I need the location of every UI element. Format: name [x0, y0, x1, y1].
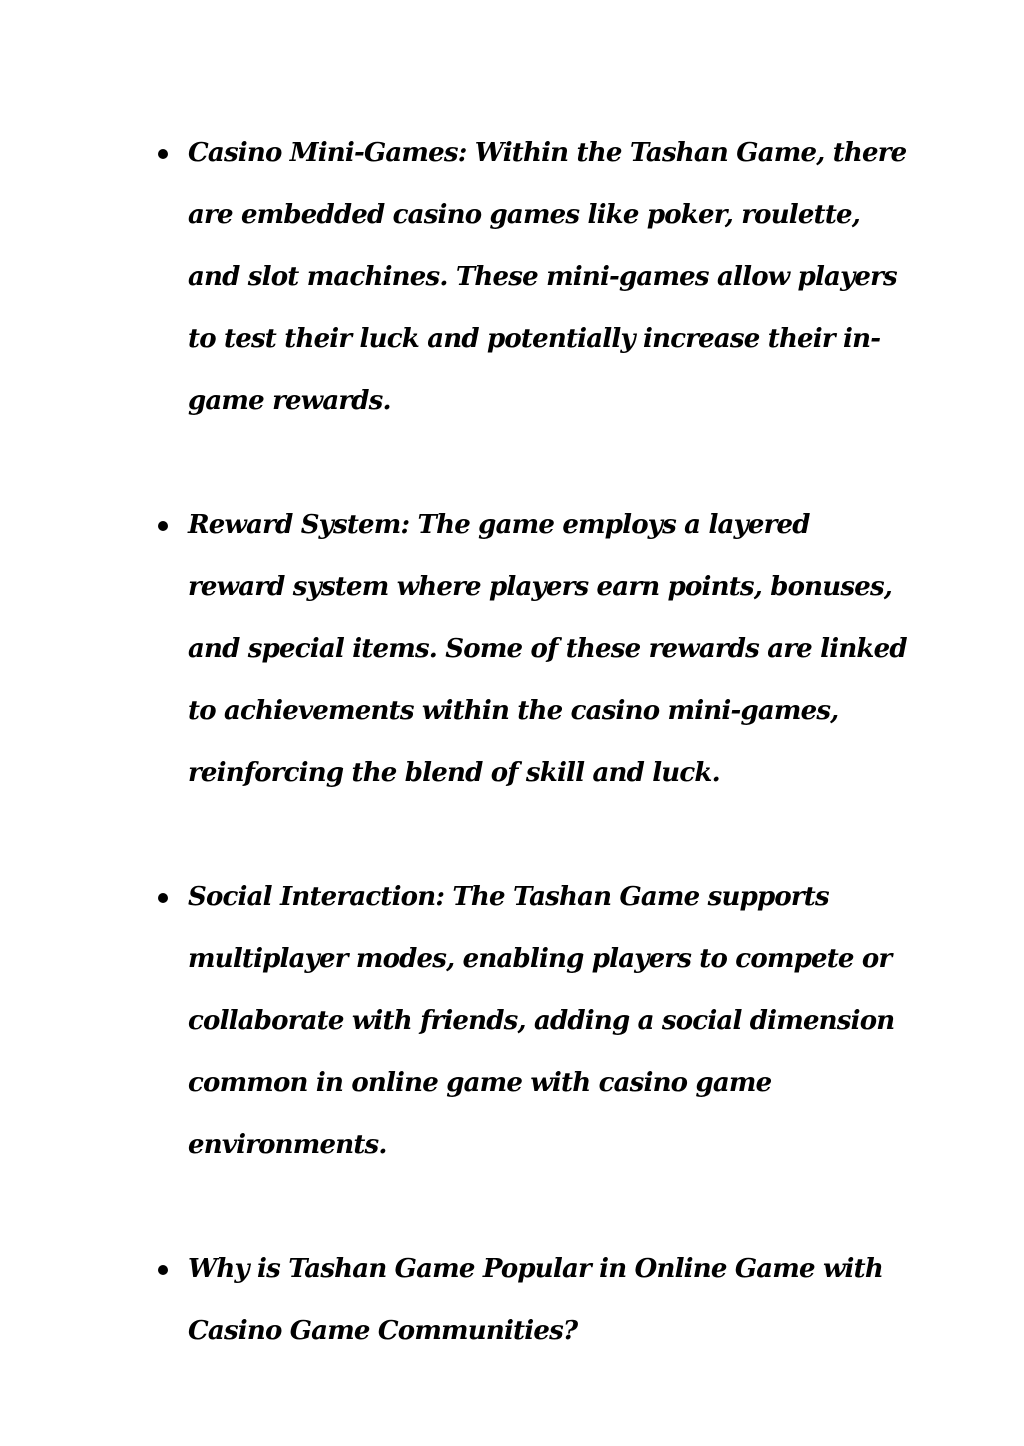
bullet-dot-icon	[158, 149, 168, 159]
list-item	[150, 1238, 910, 1362]
list-item	[150, 866, 910, 1176]
list-item-text: Reward System: The game employs a layered reward system where players earn points, bonuses, and special items. Some of these rewards are linked to achievements within the casino mini-games, reinforcing the blend of skill and luck.	[188, 510, 907, 788]
list-item	[150, 122, 910, 432]
bullet-dot-icon	[158, 893, 168, 903]
list-item-text: Why is Tashan Game Popular in Online Game with Casino Game Communities?	[188, 1254, 883, 1346]
bullet-dot-icon	[158, 1265, 168, 1275]
list-item-text: Casino Mini-Games: Within the Tashan Game, there are embedded casino games like poker, roulette, and slot machines. These mini-games allow players to test their luck and potentially increase their in-game rewards.	[188, 138, 907, 416]
list-item-text: Social Interaction: The Tashan Game supports multiplayer modes, enabling players to compete or collaborate with friends, adding a social dimension common in online game with casino game environments.	[188, 882, 895, 1160]
bullet-list	[150, 122, 910, 1424]
bullet-dot-icon	[158, 521, 168, 531]
list-item	[150, 494, 910, 804]
